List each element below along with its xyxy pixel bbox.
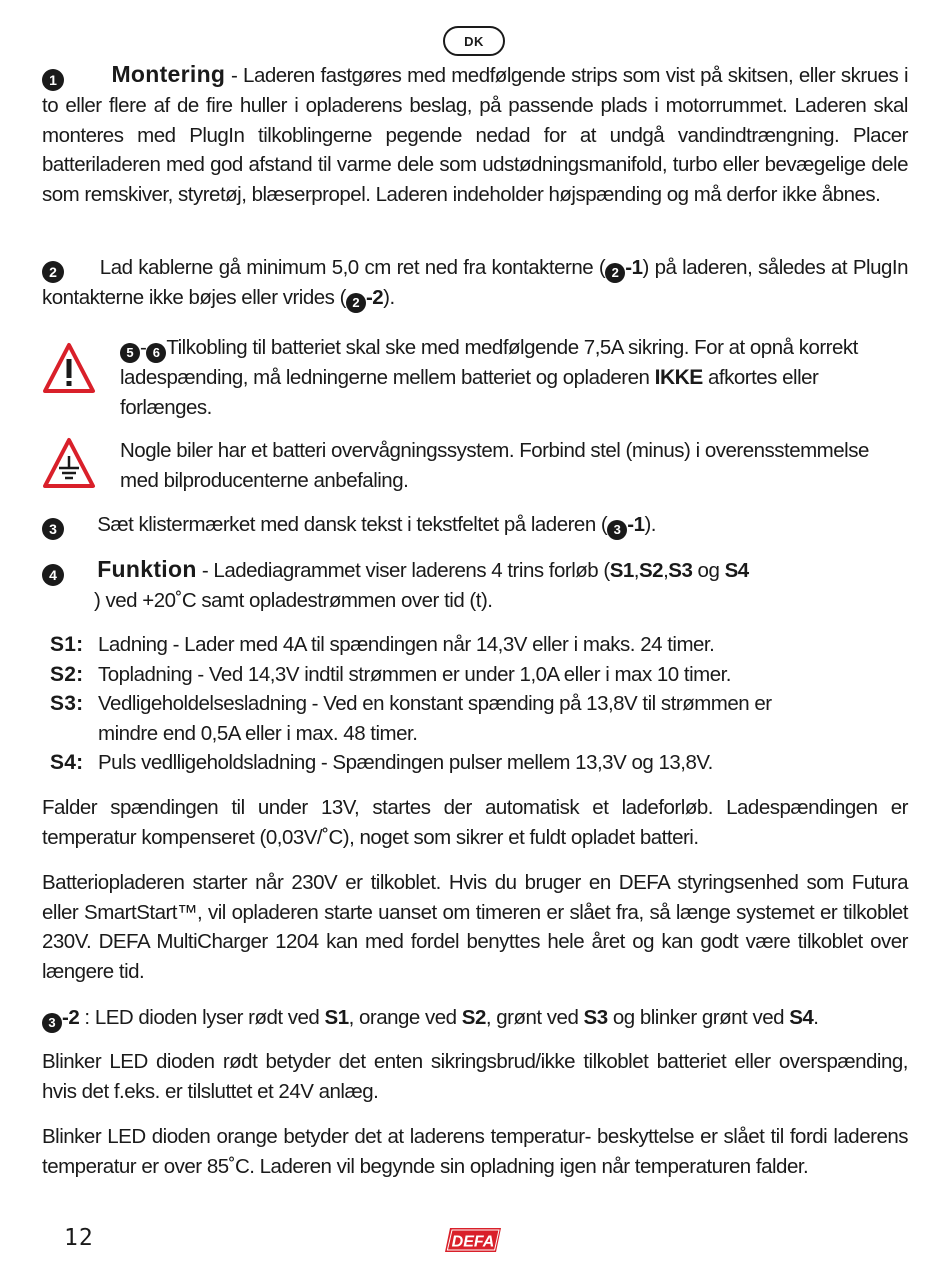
stage-label: S4: [50, 751, 84, 774]
function-s3: S3 [668, 559, 693, 582]
mounting-text: - Laderen fastgøres med medfølgende strips som vist på skitsen, eller skrues i to eller flere af de fire huller i opladerens beslag, på passende plads i motorrummet. Laderen skal monteres med PlugIn tilkoblingerne pegende nedad for at undgå vandindtrængning. Placer batteriladeren med god afstand til varme dele som udstødningsmanifold, turbo eller bevægelige dele som remskiver, styretøj, blæserpropel. Laderen indeholder højspænding og må derfor ikke åbnes. [42, 64, 908, 206]
led-text-c: , grønt ved [485, 1006, 584, 1029]
led-orange-paragraph: Blinker LED dioden orange betyder det at laderens temperatur- beskyttelse er slået til fordi laderens temperatur er over 85˚C. Laderen vil begynde sin opladning igen når temperaturen falder. [42, 1125, 908, 1178]
function-title: Funktion [97, 556, 197, 582]
function-s2: S2 [639, 559, 664, 582]
cables-text-b: ) på laderen, således at PlugIn kontakterne ikke bøjes eller vrides ( [42, 256, 908, 309]
stage-text: Puls vedlligeholdsladning - Spændingen pulser mellem 13,3V og 13,8V. [98, 751, 713, 774]
function-text-b: ) ved +20˚C samt opladestrømmen over tid (t). [94, 589, 493, 612]
stage-item-continuation [50, 719, 908, 749]
stage-text: mindre end 0,5A eller i max. 48 timer. [98, 721, 418, 745]
led-s1: S1 [324, 1006, 349, 1029]
section-function [42, 555, 908, 616]
marker-2: 2 [42, 261, 64, 283]
cables-ref2: -2 [365, 286, 384, 309]
fuse-paragraph [120, 333, 910, 422]
stage-item [50, 689, 908, 719]
marker-5: 5 [120, 343, 140, 363]
fuse-text-a: Tilkobling til batteriet skal ske med medfølgende 7,5A sikring. For at opnå korrekt ladespænding, må ledningerne mellem batteriet og opladeren [120, 336, 858, 389]
sticker-paragraph [42, 510, 908, 540]
led-s2: S2 [461, 1006, 486, 1029]
led-s4: S4 [789, 1006, 814, 1029]
marker-2-ref2: 2 [346, 293, 366, 313]
marker-4: 4 [42, 564, 64, 586]
led-text-e: . [813, 1006, 819, 1029]
function-comma2: , [663, 559, 669, 582]
section-voltage [42, 793, 908, 852]
section-led [42, 1003, 908, 1033]
led-text-b: , orange ved [348, 1006, 462, 1029]
fuse-emphasis: IKKE [654, 366, 703, 389]
start-paragraph: Batteriopladeren starter når 230V er tilkoblet. Hvis du bruger en DEFA styringsenhed som Futura eller SmartStart™, vil opladeren starte uanset om timeren er slået fra, så længe systemet er tilkoblet 230V. DEFA MultiCharger 1204 kan med fordel benyttes hele året og kan godt være tilkoblet over længere tid. [42, 871, 908, 983]
sticker-text-b: ). [644, 513, 657, 536]
cables-paragraph [42, 253, 908, 313]
section-sticker [42, 510, 908, 540]
stage-list [50, 630, 908, 778]
led-red-paragraph: Blinker LED dioden rødt betyder det enten sikringsbrud/ikke tilkoblet batteriet eller overspænding, hvis det f.eks. er tilsluttet et 24V anlæg. [42, 1050, 908, 1103]
function-og: og [692, 559, 725, 582]
function-paragraph [42, 555, 908, 616]
section-start [42, 868, 908, 986]
stage-text: Vedligeholdelsesladning - Ved en konstant spænding på 13,8V til strømmen er [98, 692, 772, 715]
fuse-dash: - [140, 336, 147, 359]
stage-label: S3: [50, 692, 84, 715]
mounting-title: Montering [111, 61, 226, 87]
warning-triangle-icon [42, 341, 96, 395]
marker-3-ref: 3 [607, 520, 627, 540]
function-s4: S4 [724, 559, 749, 582]
cables-text-a: Lad kablerne gå minimum 5,0 cm ret ned fra kontakterne ( [99, 256, 606, 279]
sticker-text-a: Sæt klistermærket med dansk tekst i tekstfeltet på laderen ( [97, 513, 608, 536]
stage-text: Topladning - Ved 14,3V indtil strømmen er under 1,0A eller i max 10 timer. [98, 662, 732, 686]
stage-item [50, 748, 908, 778]
stage-text: Ladning - Lader med 4A til spændingen når 14,3V eller i maks. 24 timer. [98, 633, 715, 656]
stage-label: S2: [50, 662, 84, 686]
marker-1: 1 [42, 69, 64, 91]
section-led-orange [42, 1122, 908, 1181]
cables-ref1: -1 [625, 256, 643, 279]
ground-warning-icon [42, 436, 96, 490]
marker-6: 6 [146, 343, 166, 363]
fuse-text-b: afkortes eller forlænges. [120, 366, 819, 419]
function-s1: S1 [609, 559, 634, 582]
sticker-ref: -1 [627, 513, 645, 536]
led-paragraph [42, 1003, 908, 1033]
ground-paragraph: Nogle biler har et batteri overvågningssystem. Forbind stel (minus) i overensstemmelse med bilproducenterne anbefaling. [120, 439, 869, 492]
function-comma1: , [633, 559, 639, 582]
stage-item [50, 660, 908, 690]
logo-text: DEFA [451, 1233, 495, 1251]
language-badge: DK [443, 26, 505, 56]
function-text-a: - Ladediagrammet viser laderens 4 trins forløb ( [196, 559, 610, 582]
stage-label: S1: [50, 633, 84, 656]
marker-3-led: 3 [42, 1013, 62, 1033]
marker-3: 3 [42, 518, 64, 540]
cables-text-c: ). [383, 286, 395, 309]
stage-item [50, 630, 908, 660]
section-cables [42, 253, 908, 313]
led-text-d: og blinker grønt ved [607, 1006, 790, 1029]
section-led-red [42, 1047, 908, 1106]
voltage-paragraph: Falder spændingen til under 13V, startes der automatisk et ladeforløb. Ladespændingen er temperatur kompenseret (0,03V/˚C), noget som sikrer et fuldt opladet batteri. [42, 796, 908, 849]
led-ref: -2 [62, 1006, 80, 1029]
led-s3: S3 [583, 1006, 608, 1029]
mounting-paragraph [42, 60, 908, 209]
section-mounting [42, 60, 908, 209]
defa-logo [444, 1226, 502, 1254]
marker-2-ref1: 2 [605, 263, 625, 283]
page-number: 12 [64, 1225, 94, 1251]
led-text-a: : LED dioden lyser rødt ved [79, 1006, 325, 1029]
